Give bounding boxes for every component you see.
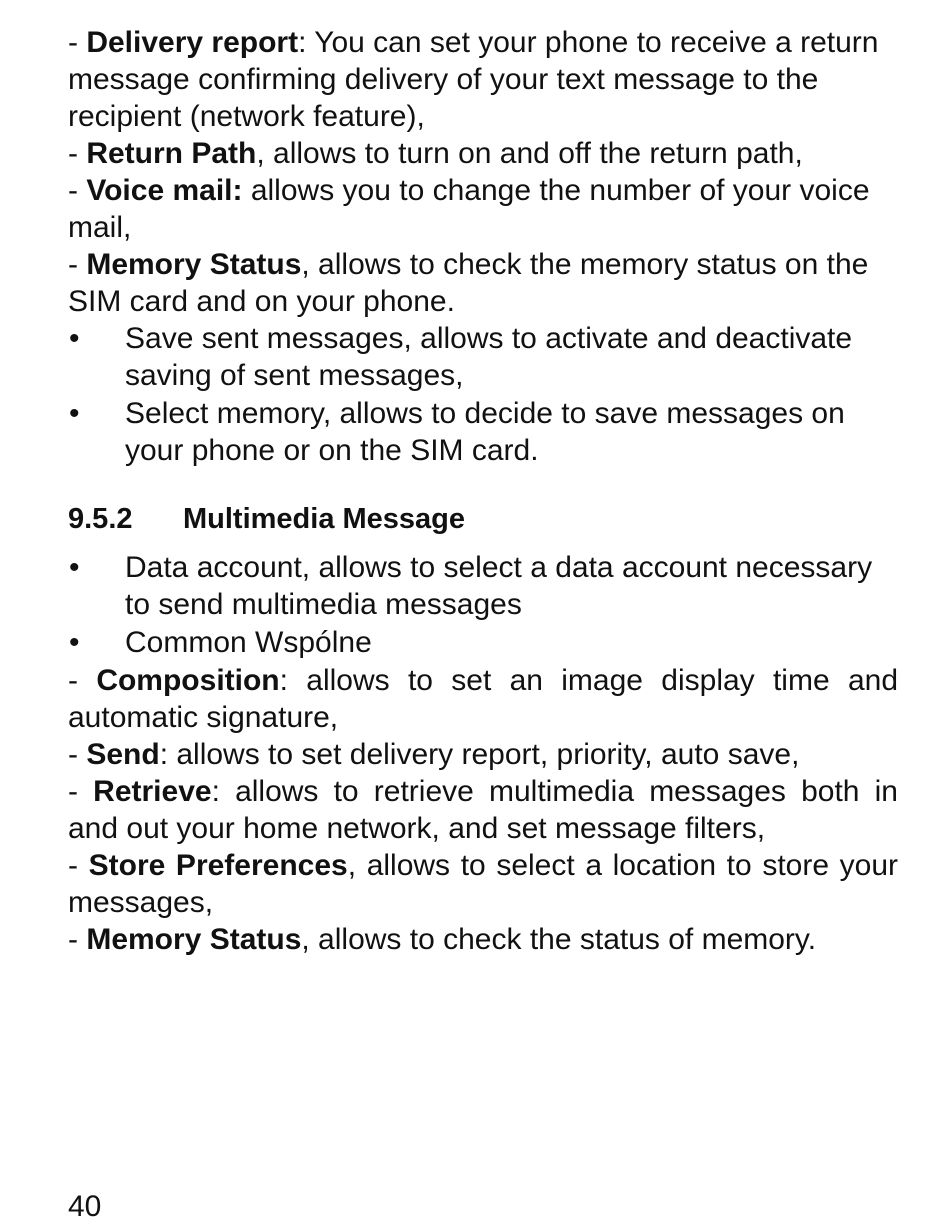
section-heading: [68, 501, 898, 538]
retrieve-item: - Retrieve: allows to retrieve multimedia messages both in and out your home network, and set message filters,: [68, 775, 898, 845]
section-number: 9.5.2: [68, 503, 133, 535]
composition-term: Composition: [96, 664, 280, 697]
list-item: [68, 395, 898, 469]
data-account-text: Data account, allows to select a data account necessary to send multimedia messages: [125, 551, 873, 621]
voice-mail-text: allows you to change the number of your voice mail,: [68, 174, 870, 244]
memory-status-mms-term: Memory Status: [86, 923, 302, 956]
voice-mail-item: - Voice mail: allows you to change the number of your voice mail,: [68, 174, 870, 244]
mms-settings-bullet-list: [68, 549, 898, 661]
composition-item: - Composition: allows to set an image display time and automatic signature,: [68, 664, 899, 734]
select-memory-text: Select memory, allows to decide to save messages on your phone or on the SIM card.: [125, 397, 845, 467]
delivery-report-text: : You can set your phone to receive a return message confirming delivery of your text message to the recipient (network feature),: [68, 26, 879, 133]
page-number: 40: [68, 1190, 102, 1223]
memory-status-mms-item: - Memory Status, allows to check the status of memory.: [68, 923, 817, 956]
retrieve-term: Retrieve: [93, 775, 212, 808]
memory-status-sim-text: , allows to check the memory status on the SIM card and on your phone.: [68, 248, 869, 318]
memory-status-sim-item: - Memory Status, allows to check the memory status on the SIM card and on your phone.: [68, 248, 869, 318]
send-item: - Send: allows to set delivery report, priority, auto save,: [68, 738, 800, 771]
save-sent-messages-text: Save sent messages, allows to activate and deactivate saving of sent messages,: [125, 322, 853, 392]
return-path-text: , allows to turn on and off the return path,: [256, 137, 803, 170]
voice-mail-term: Voice mail:: [86, 174, 243, 207]
store-preferences-text: , allows to select a location to store your messages,: [68, 849, 899, 919]
return-path-item: - Return Path, allows to turn on and off the return path,: [68, 137, 803, 170]
retrieve-text: : allows to retrieve multimedia messages both in and out your home network, and set message filters,: [68, 775, 898, 845]
send-term: Send: [86, 738, 160, 771]
send-text: : allows to set delivery report, priority, auto save,: [159, 738, 800, 771]
composition-text: : allows to set an image display time and automatic signature,: [68, 664, 899, 734]
common-text: Common Wspólne: [125, 626, 372, 659]
bullet-icon: •: [69, 397, 80, 430]
delivery-report-item: - Delivery report: You can set your phone to receive a return message confirming delivery of your text message to the recipient (network feature),: [68, 26, 879, 133]
manual-page-body: [68, 24, 898, 958]
section-title: Multimedia Message: [183, 503, 466, 535]
bullet-icon: •: [69, 626, 80, 659]
store-preferences-item: - Store Preferences, allows to select a location to store your messages,: [68, 849, 899, 919]
memory-status-sim-term: Memory Status: [86, 248, 302, 281]
sms-settings-bullet-list: [68, 320, 898, 469]
list-item: [68, 624, 898, 661]
memory-status-mms-text: , allows to check the status of memory.: [301, 923, 817, 956]
delivery-report-term: Delivery report: [86, 26, 299, 59]
list-item: [68, 320, 898, 394]
bullet-icon: •: [69, 322, 80, 355]
store-preferences-term: Store Preferences: [88, 849, 348, 882]
list-item: [68, 549, 898, 623]
bullet-icon: •: [69, 551, 80, 584]
return-path-term: Return Path: [86, 137, 257, 170]
